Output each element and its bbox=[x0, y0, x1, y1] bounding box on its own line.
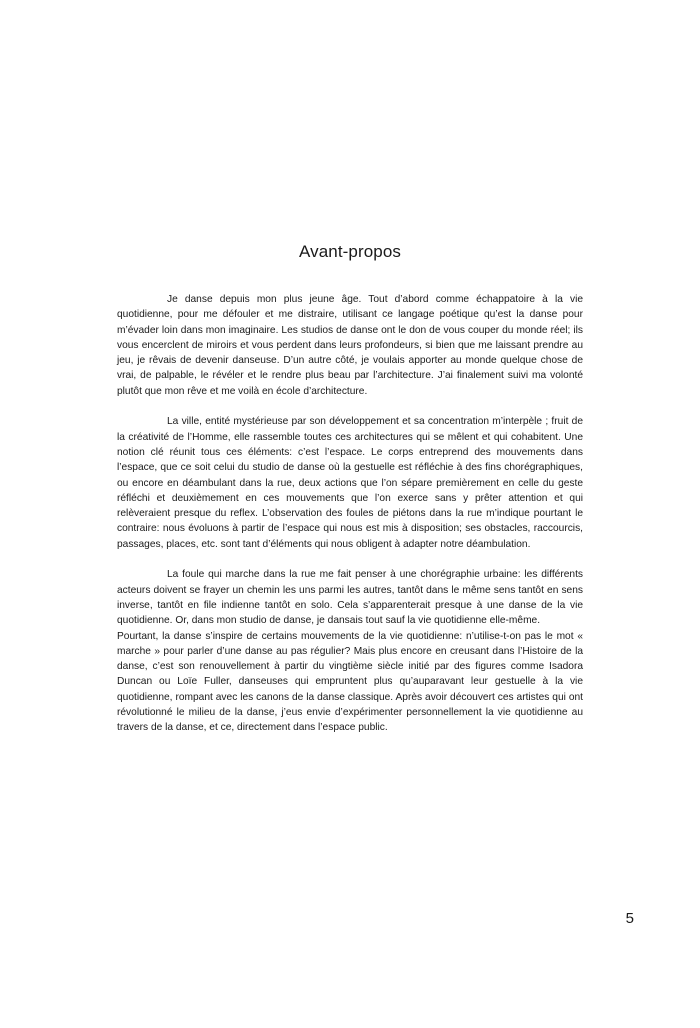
body-text bbox=[117, 292, 583, 736]
paragraph-2: La ville, entité mystérieuse par son développement et sa concentration m’interpèle ; fruit de la créativité de l’Homme, elle rassemble toutes ces architectures qui se mêlent et qui cohabitent. Une notion clé réunit tous ces éléments: c’est l’espace. Le corps entreprend des mouvements dans l’espace, que ce soit celui du studio de danse où la gestuelle est réfléchie à des fins chorégraphiques, ou encore en déambulant dans la rue, deux actions que l’on sépare premièrement en celle du geste réfléchi et deuxièmement en ces mouvements que l’on exerce sans y prêter attention et qui relèveraient presque du reflex. L’observation des foules de piétons dans la rue m’indique pourtant le contraire: nous évoluons à partir de l’espace qui nous est mis à disposition; ses obstacles, raccourcis, passages, places, etc. sont tant d’éléments qui nous obligent à adapter notre déambulation. bbox=[117, 416, 583, 550]
page-title: Avant-propos bbox=[298, 242, 401, 261]
paragraph-4: Pourtant, la danse s’inspire de certains mouvements de la vie quotidienne: n’utilise-t-on pas le mot « marche » pour parler d’une danse au pas régulier? Mais plus encore en creusant dans l’Histoire de la danse, c’est son renouvellement à partir du vingtième siècle initié par des figures comme Isadora Duncan ou Loïe Fuller, danseuses qui empruntent plus qu’auparavant leur gestuelle à la vie quotidienne, rompant avec les canons de la danse classique. Après avoir découvert ces artistes qui ont révolutionné le milieu de la danse, j’eus envie d’expérimenter personnellement la vie quotidienne au travers de la danse, et ce, directement dans l’espace public. bbox=[117, 630, 583, 734]
page-number: 5 bbox=[625, 910, 634, 927]
paragraph-1: Je danse depuis mon plus jeune âge. Tout d’abord comme échappatoire à la vie quotidienne, pour me défouler et me distraire, utilisant ce langage poétique qu’est la danse pour m’évader loin dans mon imaginaire. Les studios de danse ont le don de vous couper du monde réel; ils vous encerclent de miroirs et vous perdent dans leurs profondeurs, si bien que me laissant prendre au jeu, je rêvais de devenir danseuse. D’un autre côté, je voulais apporter au monde quelque chose de vrai, de palpable, le révéler et le rendre plus beau par l’architecture. J’ai finalement suivi ma volonté plutôt que mon rêve et me voilà en école d’architecture. bbox=[117, 294, 583, 397]
paragraph-3: La foule qui marche dans la rue me fait penser à une chorégraphie urbaine: les différents acteurs doivent se frayer un chemin les uns parmi les autres, tantôt dans le même sens tantôt en sens inverse, tantôt en file indienne tantôt en solo. Cela s’apparenterait presque à une danse de la vie quotidienne. Or, dans mon studio de danse, je dansais tout sauf la vie quotidienne elle-même. bbox=[117, 569, 583, 627]
